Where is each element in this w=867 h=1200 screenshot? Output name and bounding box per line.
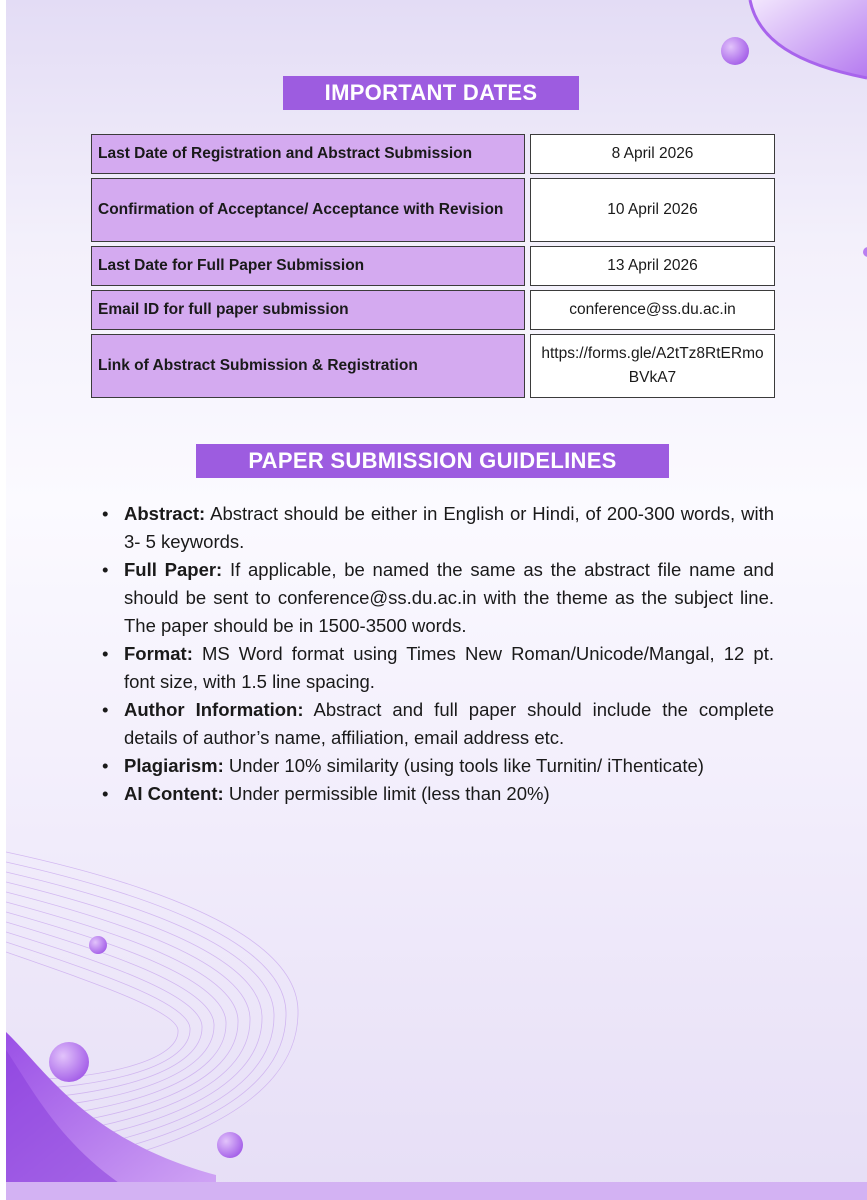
bullet-icon: • — [102, 643, 109, 664]
important-dates-title: IMPORTANT DATES — [283, 76, 579, 110]
guidelines-list — [102, 500, 774, 808]
guideline-term: Format: — [124, 643, 193, 664]
guideline-item — [102, 500, 774, 556]
dates-row-value: 10 April 2026 — [530, 178, 775, 242]
dates-row-label: Confirmation of Acceptance/ Acceptance with Revision — [91, 178, 525, 242]
guideline-term: Author Information: — [124, 699, 304, 720]
dates-row — [91, 134, 775, 174]
guideline-text: Under permissible limit (less than 20%) — [223, 783, 550, 804]
dates-row-label: Last Date of Registration and Abstract Submission — [91, 134, 525, 174]
large-ball-shape — [49, 1042, 89, 1082]
guideline-item — [102, 640, 774, 696]
guideline-term: Abstract: — [124, 503, 206, 524]
registration-link[interactable]: https://forms.gle/A2tTz8RtERmoBVkA7 — [530, 334, 775, 398]
top-right-wave-shape — [750, 0, 867, 78]
top-ball-shape — [721, 37, 749, 65]
small-ball-shape — [89, 936, 107, 954]
dates-row-value: 8 April 2026 — [530, 134, 775, 174]
medium-ball-shape — [217, 1132, 243, 1158]
dates-row-label: Link of Abstract Submission & Registration — [91, 334, 525, 398]
guideline-item — [102, 780, 774, 808]
bullet-icon: • — [102, 699, 109, 720]
guideline-text: If applicable, be named the same as the abstract file name and should be sent to conference@ss.du.ac.in with the theme as the subject line. The paper should be in 1500-3500 words. — [124, 559, 774, 636]
guideline-item — [102, 696, 774, 752]
guidelines-title: PAPER SUBMISSION GUIDELINES — [196, 444, 669, 478]
bullet-icon: • — [102, 503, 109, 524]
dates-row — [91, 290, 775, 330]
dates-row — [91, 334, 775, 398]
dates-row-value: 13 April 2026 — [530, 246, 775, 286]
dates-row-label: Email ID for full paper submission — [91, 290, 525, 330]
guideline-text: Under 10% similarity (using tools like Turnitin/ iThenticate) — [223, 755, 704, 776]
guideline-text: MS Word format using Times New Roman/Unicode/Mangal, 12 pt. font size, with 1.5 line spacing. — [124, 643, 774, 692]
guideline-term: Plagiarism: — [124, 755, 224, 776]
bullet-icon: • — [102, 755, 109, 776]
guideline-item — [102, 556, 774, 640]
guideline-text: Abstract and full paper should include the complete details of author’s name, affiliation, email address etc. — [124, 699, 774, 748]
bullet-icon: • — [102, 783, 109, 804]
guideline-term: Full Paper: — [124, 559, 223, 580]
dates-row-label: Last Date for Full Paper Submission — [91, 246, 525, 286]
guideline-item — [102, 752, 774, 780]
submission-email[interactable]: conference@ss.du.ac.in — [530, 290, 775, 330]
dates-row — [91, 246, 775, 286]
bullet-icon: • — [102, 559, 109, 580]
guideline-text: Abstract should be either in English or Hindi, of 200-300 words, with 3- 5 keywords. — [124, 503, 774, 552]
dates-row — [91, 178, 775, 242]
bottom-bar-shape — [6, 1182, 867, 1200]
guideline-term: AI Content: — [124, 783, 224, 804]
